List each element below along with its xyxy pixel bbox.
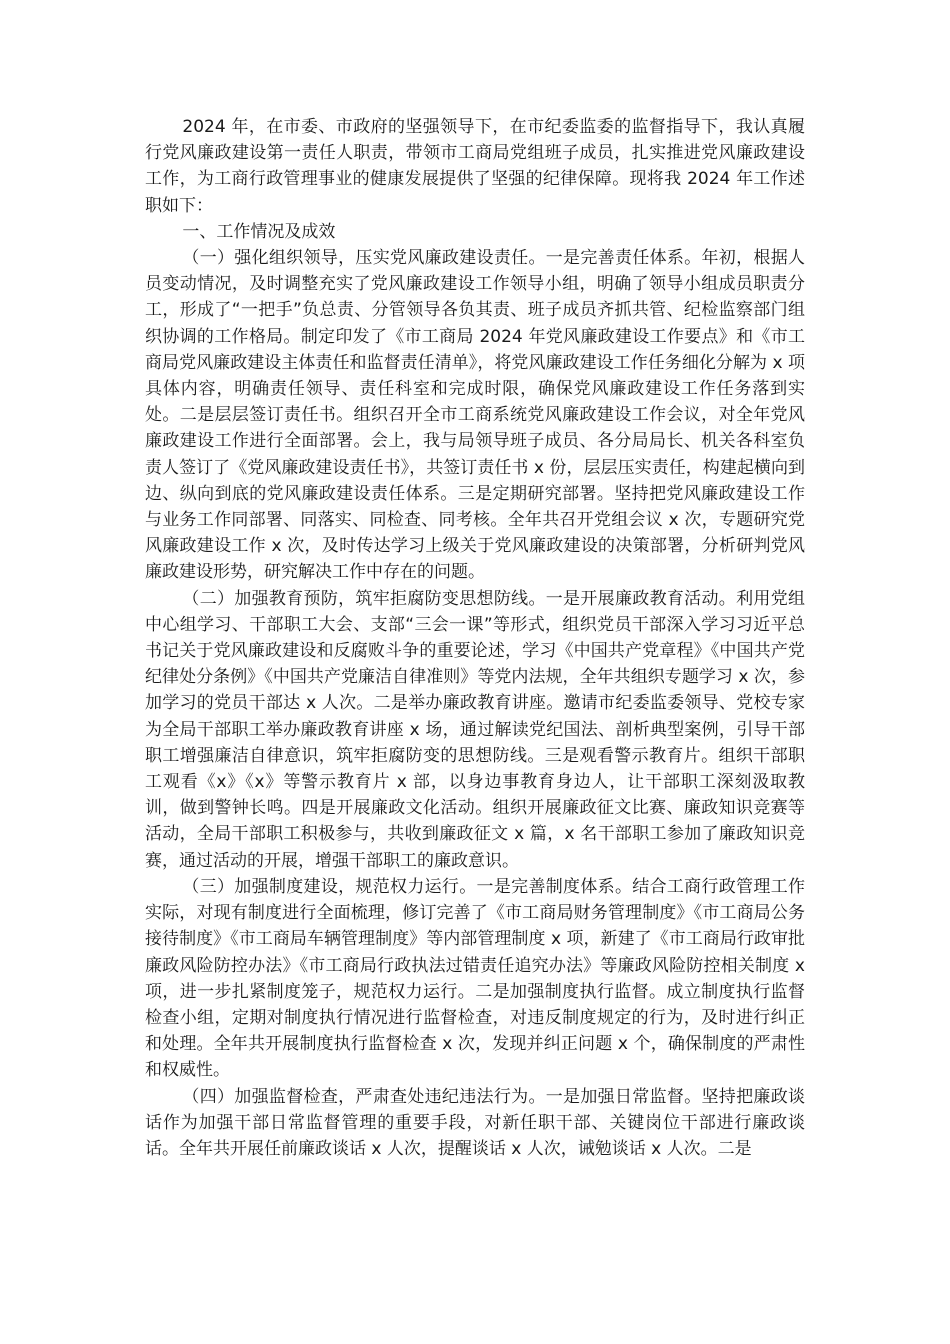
paragraph-organization-leadership: （一）强化组织领导，压实党风廉政建设责任。一是完善责任体系。年初，根据人员变动情况，及时调整充实了党风廉政建设工作领导小组，明确了领导小组成员职责分工，形成了“一把手”负总责、分管领导各负其责、班子成员齐抓共管、纪检监察部门组织协调的工作格局。制定印发了《市工商局 2024 年党风廉政建设工作要点》和《市工商局党风廉政建设主体责任和监督责任清单》，将党风廉政建设工作任务细化分解为 x 项具体内容，明确责任领导、责任科室和完成时限，确保党风廉政建设工作任务落到实处。二是层层签订责任书。组织召开全市工商系统党风廉政建设工作会议，对全年党风廉政建设工作进行全面部署。会上，我与局领导班子成员、各分局局长、机关各科室负责人签订了《党风廉政建设责任书》，共签订责任书 x 份，层层压实责任，构建起横向到边、纵向到底的党风廉政建设责任体系。三是定期研究部署。坚持把党风廉政建设工作与业务工作同部署、同落实、同检查、同考核。全年共召开党组会议 x 次，专题研究党风廉政建设工作 x 次，及时传达学习上级关于党风廉政建设的决策部署，分析研判党风廉政建设形势，研究解决工作中存在的问题。: [145, 248, 805, 583]
paragraph-supervision-inspection: （四）加强监督检查，严肃查处违纪违法行为。一是加强日常监督。坚持把廉政谈话作为加强干部日常监督管理的重要手段，对新任职干部、关键岗位干部进行廉政谈话。全年共开展任前廉政谈话 x 人次，提醒谈话 x 人次，诫勉谈话 x 人次。二是: [145, 1086, 805, 1159]
paragraph-education-prevention: （二）加强教育预防，筑牢拒腐防变思想防线。一是开展廉政教育活动。利用党组中心组学习、干部职工大会、支部“三会一课”等形式，组织党员干部深入学习习近平总书记关于党风廉政建设和反腐败斗争的重要论述，学习《中国共产党章程》《中国共产党纪律处分条例》《中国共产党廉洁自律准则》等党内法规，全年共组织专题学习 x 次，参加学习的党员干部达 x 人次。二是举办廉政教育讲座。邀请市纪委监委领导、党校专家为全局干部职工举办廉政教育讲座 x 场，通过解读党纪国法、剖析典型案例，引导干部职工增强廉洁自律意识，筑牢拒腐防变的思想防线。三是观看警示教育片。组织干部职工观看《x》《x》等警示教育片 x 部，以身边事教育身边人，让干部职工深刻汲取教训，做到警钟长鸣。四是开展廉政文化活动。组织开展廉政征文比赛、廉政知识竞赛等活动，全局干部职工积极参与，共收到廉政征文 x 篇，x 名干部职工参加了廉政知识竞赛，通过活动的开展，增强干部职工的廉政意识。: [145, 588, 805, 871]
section-heading: 一、工作情况及成效: [182, 221, 336, 242]
intro-paragraph: 2024 年，在市委、市政府的坚强领导下，在市纪委监委的监督指导下，我认真履行党风廉政建设第一责任人职责，带领市工商局党组班子成员，扎实推进党风廉政建设工作，为工商行政管理事业的健康发展提供了坚强的纪律保障。现将我 2024 年工作述职如下：: [145, 117, 805, 216]
paragraph-system-building: （三）加强制度建设，规范权力运行。一是完善制度体系。结合工商行政管理工作实际，对现有制度进行全面梳理，修订完善了《市工商局财务管理制度》《市工商局公务接待制度》《市工商局车辆管理制度》等内部管理制度 x 项，新建了《市工商局行政审批廉政风险防控办法》《市工商局行政执法过错责任追究办法》等廉政风险防控相关制度 x 项，进一步扎紧制度笼子，规范权力运行。二是加强制度执行监督。成立制度执行监督检查小组，定期对制度执行情况进行监督检查，对违反制度规定的行为，及时进行纠正和处理。全年共开展制度执行监督检查 x 次，发现并纠正问题 x 个，确保制度的严肃性和权威性。: [145, 876, 805, 1081]
document-body: [145, 114, 805, 1162]
